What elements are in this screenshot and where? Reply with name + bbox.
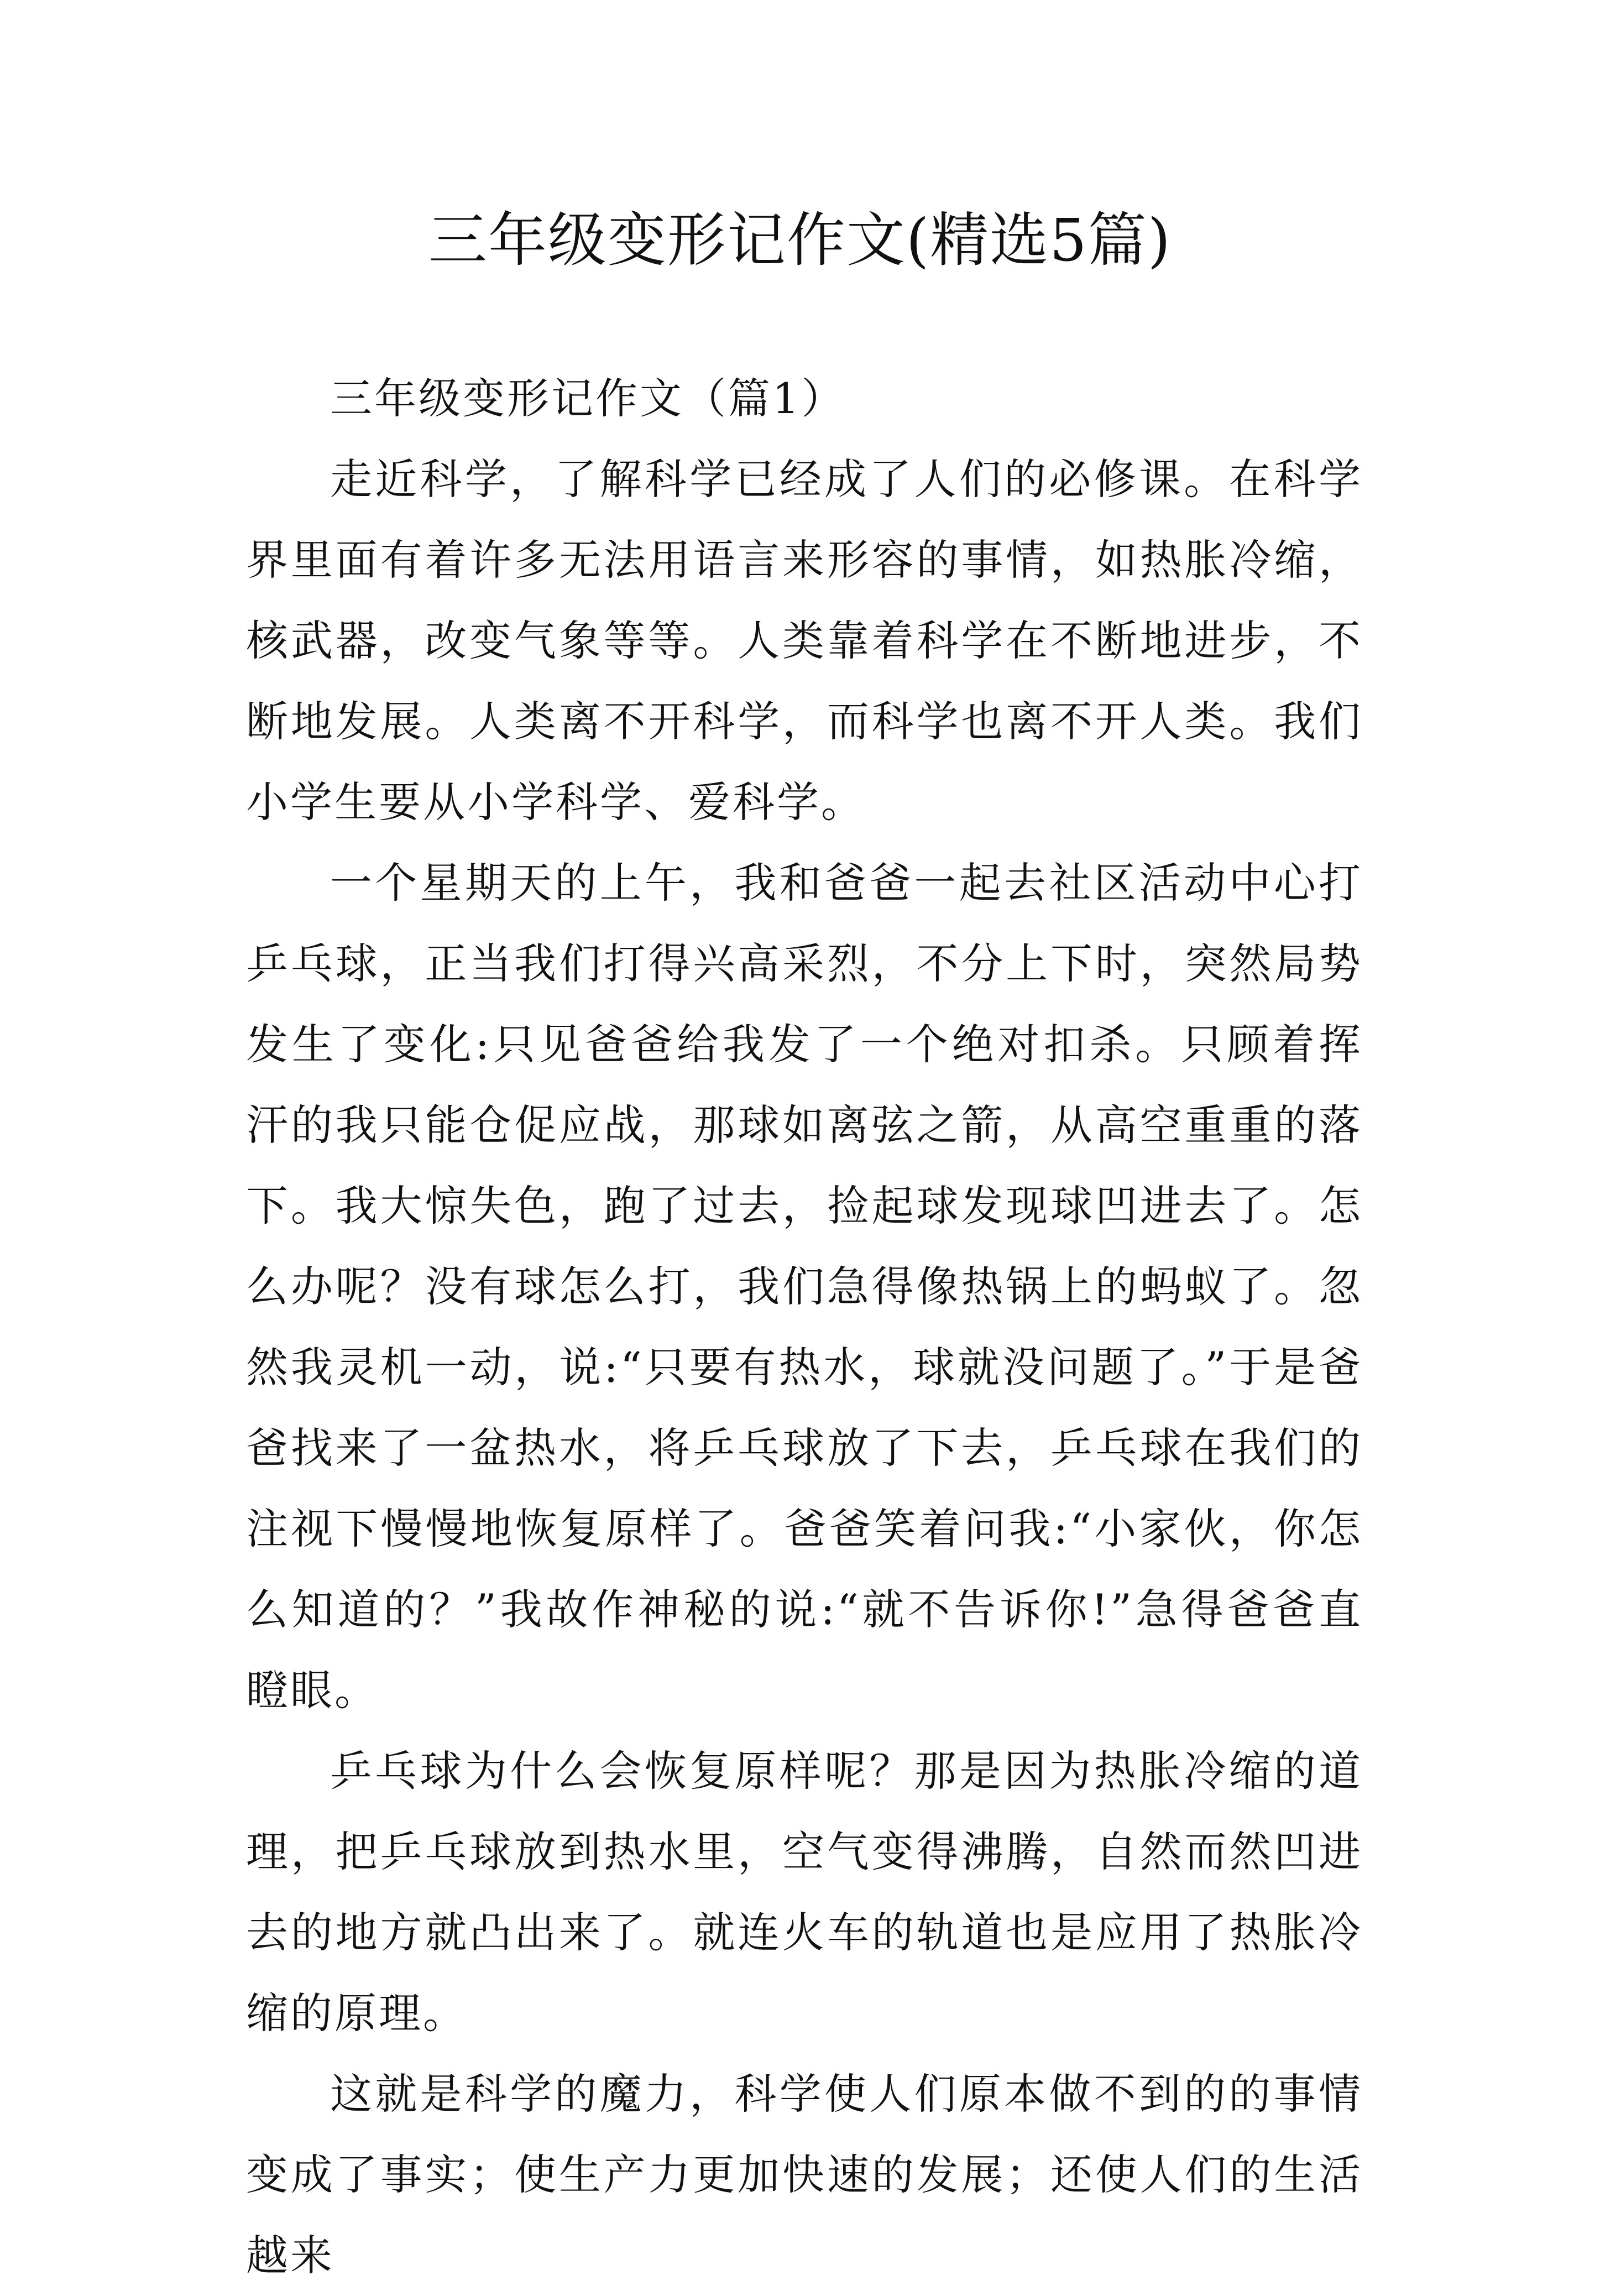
document-title: 三年级变形记作文(精选5篇) xyxy=(428,206,1172,274)
section-heading: 三年级变形记作文（篇1） xyxy=(330,374,846,423)
paragraph-2: 一个星期天的上午，我和爸爸一起去社区活动中心打乒乓球，正当我们打得兴高采烈，不分上下时，突然局势发生了变化:只见爸爸给我发了一个绝对扣杀。只顾着挥汗的我只能仓促应战，那球如离弦之箭，从高空重重的落下。我大惊失色，跑了过去，捡起球发现球凹进去了。怎么办呢？没有球怎么打，我们急得像热锅上的蚂蚁了。忽然我灵机一动，说:“只要有热水，球就没问题了。”于是爸爸找来了一盆热水，将乒乓球放了下去，乒乓球在我们的注视下慢慢地恢复原样了。爸爸笑着问我:“小家伙，你怎么知道的？”我故作神秘的说:“就不告诉你!”急得爸爸直瞪眼。 xyxy=(246,858,1363,1715)
paragraph-3: 乒乓球为什么会恢复原样呢？那是因为热胀冷缩的道理，把乒乓球放到热水里，空气变得沸腾，自然而然凹进去的地方就凸出来了。就连火车的轨道也是应用了热胀冷缩的原理。 xyxy=(246,1746,1363,2038)
document-body xyxy=(246,358,1363,2296)
paragraph-4: 这就是科学的魔力，科学使人们原本做不到的的事情变成了事实；使生产力更加快速的发展；还使人们的生活越来 xyxy=(246,2069,1363,2280)
paragraph-1: 走近科学，了解科学已经成了人们的必修课。在科学界里面有着许多无法用语言来形容的事情，如热胀冷缩，核武器，改变气象等等。人类靠着科学在不断地进步，不断地发展。人类离不开科学，而科学也离不开人类。我们小学生要从小学科学、爱科学。 xyxy=(246,455,1363,827)
